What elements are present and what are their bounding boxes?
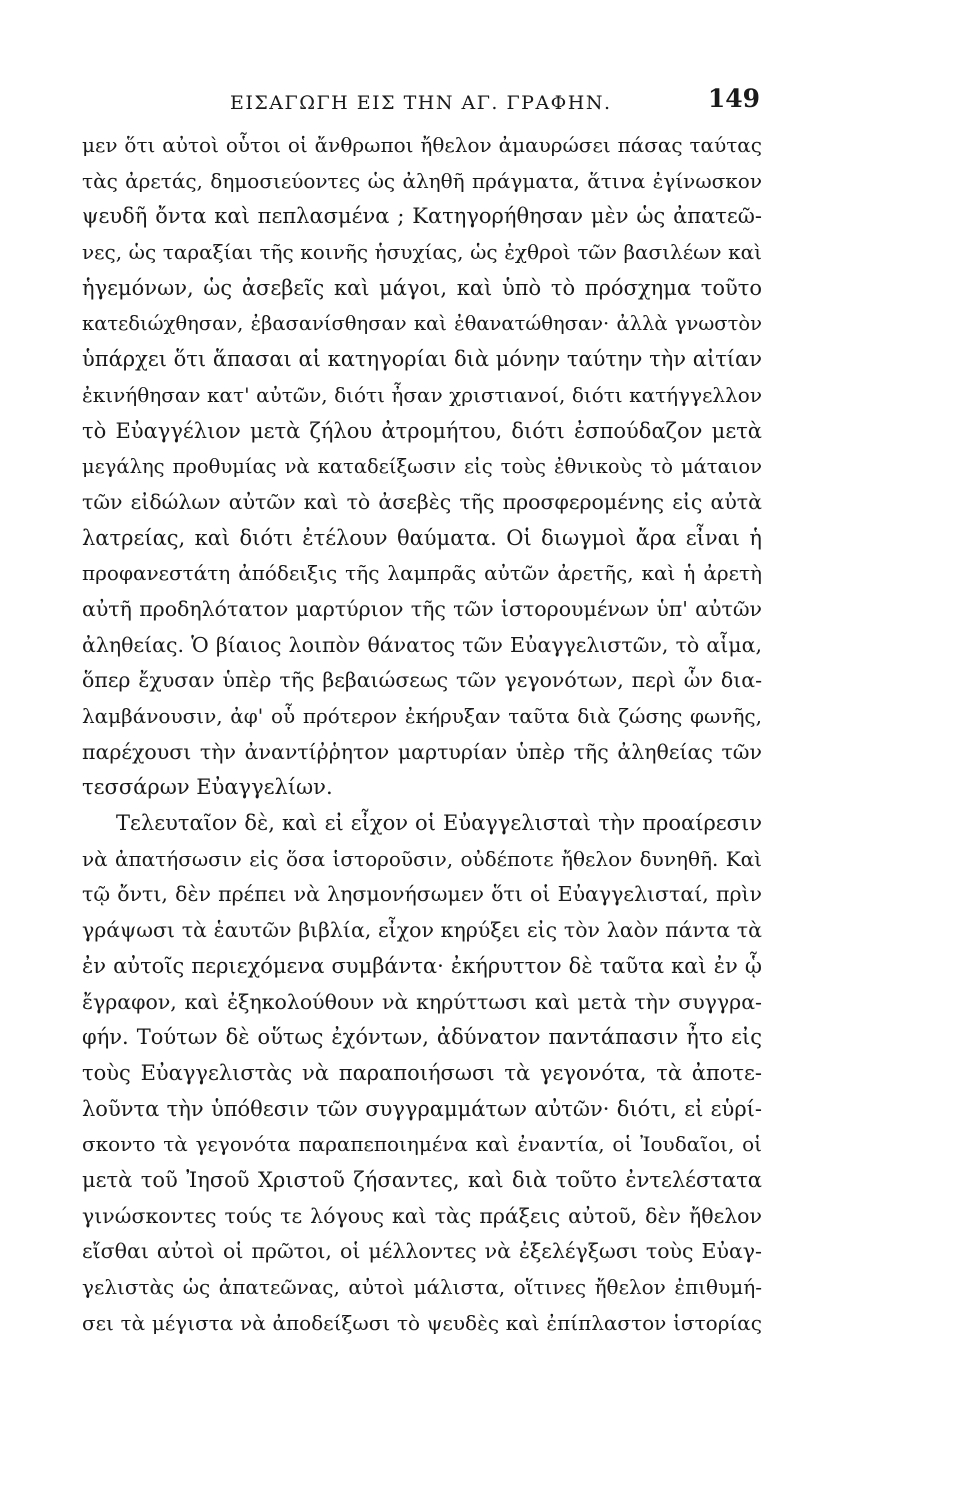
text-line: λαμβάνουσιν, ἀφ' οὗ πρότερον ἐκήρυξαν ταῦτα διὰ ζώσης φωνῆς, xyxy=(82,704,762,728)
text-line: ὑπάρχει ὅτι ἅπασαι αἱ κατηγορίαι διὰ μόνην ταύτην τὴν αἰτίαν xyxy=(82,347,762,372)
text-line: γελιστὰς ὡς ἀπατεῶνας, αὐτοὶ μάλιστα, οἵτινες ἤθελον ἐπιθυμή- xyxy=(82,1275,762,1299)
text-line: σει τὰ μέγιστα νὰ ἀποδείξωσι τὸ ψευδὲς καὶ ἐπίπλαστον ἱστορίας xyxy=(82,1310,762,1335)
text-line: παρέχουσι τὴν ἀναντίῤῥητον μαρτυρίαν ὑπὲρ τῆς ἀληθείας τῶν xyxy=(82,739,762,764)
text-line: μετὰ τοῦ Ἰησοῦ Χριστοῦ ζήσαντες, καὶ διὰ τοῦτο ἐντελέστατα xyxy=(82,1167,762,1192)
text-line: νες, ὡς ταραξίαι τῆς κοινῆς ἡσυχίας, ὡς ἐχθροὶ τῶν βασιλέων καὶ xyxy=(82,240,762,265)
text-line: σκοντο τὰ γεγονότα παραπεποιημένα καὶ ἐναντία, οἱ Ἰουδαῖοι, οἱ xyxy=(82,1132,762,1157)
text-line: νὰ ἀπατήσωσιν εἰς ὅσα ἱστοροῦσιν, οὐδέποτε ἤθελον δυνηθῆ. Καὶ xyxy=(82,846,762,871)
body-text xyxy=(82,128,762,1341)
text-line: προφανεστάτη ἀπόδειξις τῆς λαμπρᾶς αὐτῶν ἀρετῆς, καὶ ἡ ἀρετὴ xyxy=(82,561,762,586)
text-line: τὰς ἀρετάς, δημοσιεύοντες ὡς ἀληθῆ πράγματα, ἅτινα ἐγίνωσκον xyxy=(82,168,762,193)
text-line: φήν. Τούτων δὲ οὕτως ἐχόντων, ἀδύνατον παντάπασιν ἦτο εἰς xyxy=(82,1025,762,1050)
paragraph-start-line: Τελευταῖον δὲ, καὶ εἰ εἶχον οἱ Εὐαγγελισταὶ τὴν προαίρεσιν xyxy=(116,811,762,836)
text-line: αὐτῆ προδηλότατον μαρτύριον τῆς τῶν ἱστορουμένων ὑπ' αὐτῶν xyxy=(82,596,762,621)
text-line: ψευδῆ ὄντα καὶ πεπλασμένα ; Κατηγορήθησαν μὲν ὡς ἀπατεῶ- xyxy=(82,204,762,229)
text-line: ἔγραφον, καὶ ἐξηκολούθουν νὰ κηρύττωσι καὶ μετὰ τὴν συγγρα- xyxy=(82,989,762,1014)
text-line: ἐν αὐτοῖς περιεχόμενα συμβάντα· ἐκήρυττον δὲ ταῦτα καὶ ἐν ᾧ xyxy=(82,953,762,978)
running-head xyxy=(90,84,760,124)
text-line: τοὺς Εὐαγγελιστὰς νὰ παραποιήσωσι τὰ γεγονότα, τὰ ἀποτε- xyxy=(82,1060,762,1085)
running-title: ΕΙΣΑΓΩΓΗ ΕΙΣ ΤΗΝ ΑΓ. ΓΡΑΦΗΝ. xyxy=(230,92,612,114)
text-line: γράψωσι τὰ ἑαυτῶν βιβλία, εἶχον κηρύξει εἰς τὸν λαὸν πάντα τὰ xyxy=(82,918,762,943)
text-line: τῷ ὄντι, δὲν πρέπει νὰ λησμονήσωμεν ὅτι οἱ Εὐαγγελισταί, πρὶν xyxy=(82,882,762,907)
text-line: ἀληθείας. Ὁ βίαιος λοιπὸν θάνατος τῶν Εὐαγγελιστῶν, τὸ αἷμα, xyxy=(82,632,762,657)
text-line: λατρείας, καὶ διότι ἐτέλουν θαύματα. Οἱ διωγμοὶ ἄρα εἶναι ἡ xyxy=(82,525,762,550)
text-line: λοῦντα τὴν ὑπόθεσιν τῶν συγγραμμάτων αὐτῶν· διότι, εἰ εὑρί- xyxy=(82,1096,762,1121)
text-line: γινώσκοντες τούς τε λόγους καὶ τὰς πράξεις αὐτοῦ, δὲν ἤθελον xyxy=(82,1203,762,1228)
paragraph-end-line: τεσσάρων Εὐαγγελίων. xyxy=(82,775,333,800)
text-line: εἴσθαι αὐτοὶ οἱ πρῶτοι, οἱ μέλλοντες νὰ ἐξελέγξωσι τοὺς Εὐαγ- xyxy=(82,1239,762,1264)
text-line: ἐκινήθησαν κατ' αὐτῶν, διότι ἦσαν χριστιανοί, διότι κατήγγελλον xyxy=(82,382,762,407)
page-number: 149 xyxy=(707,84,760,113)
text-line: κατεδιώχθησαν, ἐβασανίσθησαν καὶ ἐθανατώθησαν· ἀλλὰ γνωστὸν xyxy=(82,312,762,336)
text-line: μεν ὅτι αὐτοὶ οὗτοι οἱ ἄνθρωποι ἤθελον ἀμαυρώσει πάσας ταύτας xyxy=(82,133,762,157)
text-line: ὅπερ ἔχυσαν ὑπὲρ τῆς βεβαιώσεως τῶν γεγονότων, περὶ ὧν δια- xyxy=(82,668,762,693)
text-line: τῶν εἰδώλων αὐτῶν καὶ τὸ ἀσεβὲς τῆς προσφερομένης εἰς αὐτὰ xyxy=(82,489,762,514)
text-line: μεγάλης προθυμίας νὰ καταδείξωσιν εἰς τοὺς ἐθνικοὺς τὸ μάταιον xyxy=(82,455,762,479)
text-line: τὸ Εὐαγγέλιον μετὰ ζήλου ἀτρομήτου, διότι ἐσπούδαζον μετὰ xyxy=(82,418,762,443)
text-line: ἡγεμόνων, ὡς ἀσεβεῖς καὶ μάγοι, καὶ ὑπὸ τὸ πρόσχημα τοῦτο xyxy=(82,275,762,300)
